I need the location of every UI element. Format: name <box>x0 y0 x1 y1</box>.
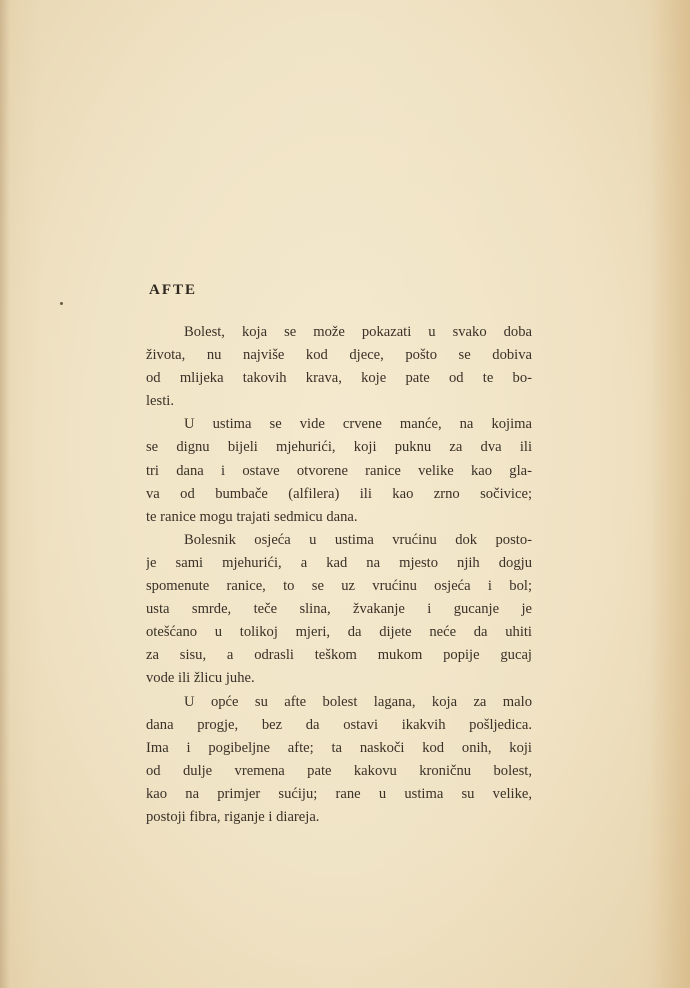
text-line: tri dana i ostave otvorene ranice velike kao gla- <box>146 462 532 479</box>
text-line: od dulje vremena pate kakovu kroničnu bolest, <box>146 762 532 779</box>
text-line: se dignu bijeli mjehurići, koji puknu za dva ili <box>146 439 532 456</box>
text-line: od mlijeka takovih krava, koje pate od te bo- <box>146 370 532 387</box>
page-right-edge-stain <box>650 0 690 988</box>
text-line: je sami mjehurići, a kad na mjesto njih dogju <box>146 554 532 571</box>
text-line: kao na primjer sućiju; rane u ustima su velike, <box>146 785 532 802</box>
text-line: Ima i pogibeljne afte; ta naskoči kod onih, koji <box>146 739 532 756</box>
text-line: vode ili žlicu juhe. <box>146 670 255 687</box>
text-line: Bolest, koja se može pokazati u svako doba <box>184 324 532 340</box>
text-line: U opće su afte bolest lagana, koja za malo <box>184 693 532 710</box>
text-line: postoji fibra, riganje i diareja. <box>146 808 320 825</box>
section-heading: AFTE <box>149 282 198 298</box>
text-line: Bolesnik osjeća u ustima vrućinu dok posto- <box>184 531 532 548</box>
body-text <box>146 321 532 829</box>
text-line: lesti. <box>146 393 174 410</box>
text-line: usta smrde, teče slina, žvakanje i gucanje je <box>146 601 532 618</box>
text-line: otešćano u tolikoj mjeri, da dijete neće da uhiti <box>146 624 532 641</box>
text-line: spomenute ranice, to se uz vrućinu osjeća i bol; <box>146 578 532 595</box>
page-left-edge-shadow <box>0 0 10 988</box>
text-line: U ustima se vide crvene manće, na kojima <box>184 416 532 433</box>
paper-speck <box>60 302 63 305</box>
text-line: te ranice mogu trajati sedmicu dana. <box>146 508 358 525</box>
text-line: života, nu najviše kod djece, pošto se dobiva <box>146 347 532 364</box>
text-line: va od bumbače (alfilera) ili kao zrno sočivice; <box>146 485 532 502</box>
text-line: dana progje, bez da ostavi ikakvih pošljedica. <box>146 716 532 733</box>
text-line: za sisu, a odrasli teškom mukom popije gucaj <box>146 647 532 664</box>
